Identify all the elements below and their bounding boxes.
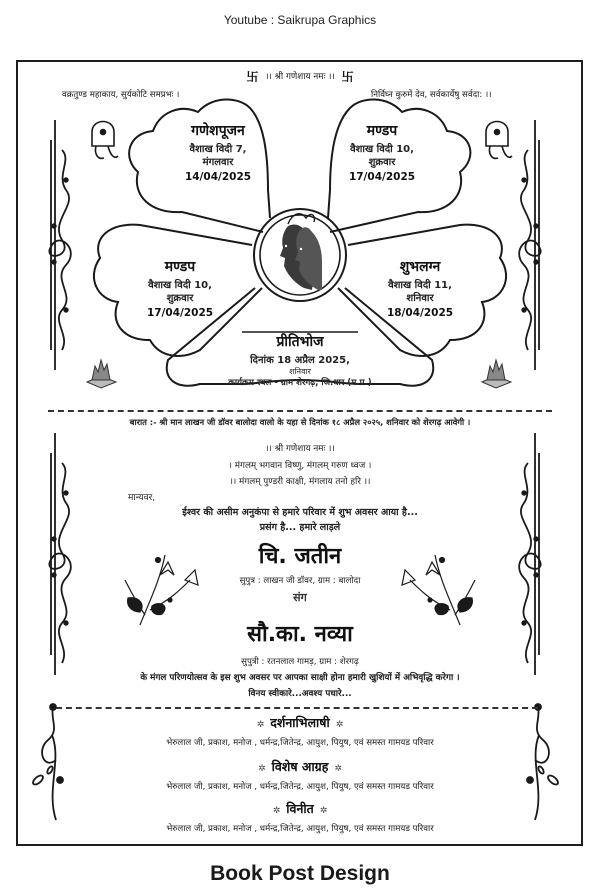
event-title: गणेशपूजन	[191, 123, 245, 139]
event-date: 18/04/2025	[386, 306, 454, 319]
event-tithi: वैशाख विदी 11,	[388, 279, 452, 291]
event-tithi: वैशाख विदी 10,	[148, 279, 212, 291]
pritibhoj-venue: कार्यक्रम स्थल - ग्राम शेरगढ़, जि.धार (म.प्र.)	[228, 378, 372, 389]
event-tithi: वैशाख विदी 7,	[189, 143, 247, 155]
event-day: मंगलवार	[202, 157, 234, 169]
radha-krishna-portrait	[280, 214, 322, 290]
section-names: भेरुलाल जी, प्रकाश, मनोज , धर्मन्द्र,जितेन्द्र, आयुश, पियुष, एवं समस्त गामयड परिवार	[166, 782, 434, 792]
event-date: 14/04/2025	[184, 170, 252, 183]
event-title: मण्डप	[366, 123, 398, 139]
event-day: शुक्रवार	[166, 293, 194, 305]
event-tithi: वैशाख विदी 10,	[350, 143, 414, 155]
event-ganeshpujan	[158, 122, 278, 184]
event-day: शुक्रवार	[368, 157, 396, 169]
closing-line-2: विनय स्वीकारे...अवश्य पधारे...	[248, 689, 352, 699]
event-day: शनिवार	[406, 293, 434, 305]
pritibhoj-day: शनिवार	[289, 367, 311, 377]
star-icon: ✲	[334, 764, 342, 774]
ganesh-icon	[92, 122, 118, 159]
event-mandap-2	[120, 258, 240, 320]
mangal-line-2: । मंगलम् भगवान विष्णु, मंगलम् गरुण ध्वज ।	[228, 461, 372, 471]
scroll-ornament-left	[49, 120, 70, 370]
mangal-line-3: ।। मंगलम् पुण्डरी काक्षी, मंगलाय तनो हरि ।।	[229, 477, 371, 487]
swastik-icon: 卐	[341, 70, 354, 84]
pritibhoj-date: दिनांक 18 अप्रैल 2025,	[250, 354, 350, 366]
section-title-vishesh-aagrah: ✲ विशेष आग्रह ✲	[258, 759, 342, 774]
footer-title: Book Post Design	[210, 862, 390, 885]
shloka-left: वक्रतुण्ड महाकाय, सुर्यकोटि समप्रभः ।	[62, 90, 180, 100]
star-icon: ✲	[335, 720, 344, 730]
star-icon: ✲	[258, 764, 266, 774]
event-shubhlagn	[360, 258, 480, 320]
section-title-darshanabhilashi: ✲ दर्शनाभिलाषी ✲	[256, 715, 344, 730]
star-icon: ✲	[272, 806, 281, 816]
star-icon: ✲	[256, 720, 265, 730]
invite-line-2: प्रसंग है... हमारे लाड़ले	[259, 522, 341, 533]
barat-notice: बारात :- श्री मान लाखन जी डॉवर बालोदा वालो के यहा से दिनांक १८ अप्रैल २०२५, शनिवार को शेरगढ़ आवेगी ।	[129, 417, 471, 427]
star-icon: ✲	[319, 806, 328, 816]
event-date: 17/04/2025	[146, 306, 214, 319]
havan-kund-icon	[482, 360, 511, 388]
mangal-line-1: ।। श्री गणेशाय नमः ।।	[265, 444, 335, 454]
section-names: भेरुलाल जी, प्रकाश, मनोज , धर्मन्द्र,जितेन्द्र, आयुश, पियुष, एवं समस्त गामयड परिवार	[166, 738, 434, 748]
scroll-ornament-right	[519, 120, 540, 370]
ganesh-mantra: ।। श्री गणेशाय नमः ।।	[265, 72, 335, 82]
event-mandap-1	[322, 122, 442, 184]
ganesh-icon	[486, 122, 512, 159]
invite-line-1: ईश्वर की असीम अनुकंपा से हमारे परिवार में शुभ अवसर आया है...	[182, 507, 418, 518]
swastik-icon: 卐	[246, 70, 259, 84]
event-date: 17/04/2025	[348, 170, 416, 183]
youtube-credit: Youtube : Saikrupa Graphics	[223, 13, 377, 27]
event-pritibhoj	[180, 333, 420, 390]
dashed-separator	[56, 707, 538, 709]
groom-parents: सुपुत्र : लाखन जी डॉवर, ग्राम : बालोदा	[239, 576, 361, 586]
havan-kund-icon	[87, 360, 116, 388]
dashed-separator	[48, 410, 552, 412]
section-title-vineet: ✲ विनीत ✲	[272, 801, 328, 816]
bride-parents: सुपुत्री : रतनलाल गामड़, ग्राम : शेरगढ़	[241, 657, 359, 667]
sang-label: संग	[293, 591, 307, 604]
event-title: शुभलग्न	[399, 259, 441, 275]
section-names: भेरुलाल जी, प्रकाश, मनोज , धर्मन्द्र,जितेन्द्र, आयुश, पियुष, एवं समस्त गामयड परिवार	[166, 824, 434, 834]
closing-line-1: के मंगल परिणयोत्सव के इस शुभ अवसर पर आपका साक्षी होना हमारी खुशियों में अभिवृद्धि करेगा ।	[140, 673, 460, 683]
bride-name: सौ.का. नव्या	[247, 622, 353, 647]
event-title: मण्डप	[164, 259, 196, 275]
shloka-right: निर्विघ्न कुरुमें देव, सर्वकार्येषु सर्वदा: ।।	[371, 90, 492, 100]
pritibhoj-title: प्रीतिभोज	[276, 334, 324, 350]
groom-name: चि. जतीन	[258, 544, 342, 569]
greeting: मान्यवर,	[128, 493, 156, 503]
